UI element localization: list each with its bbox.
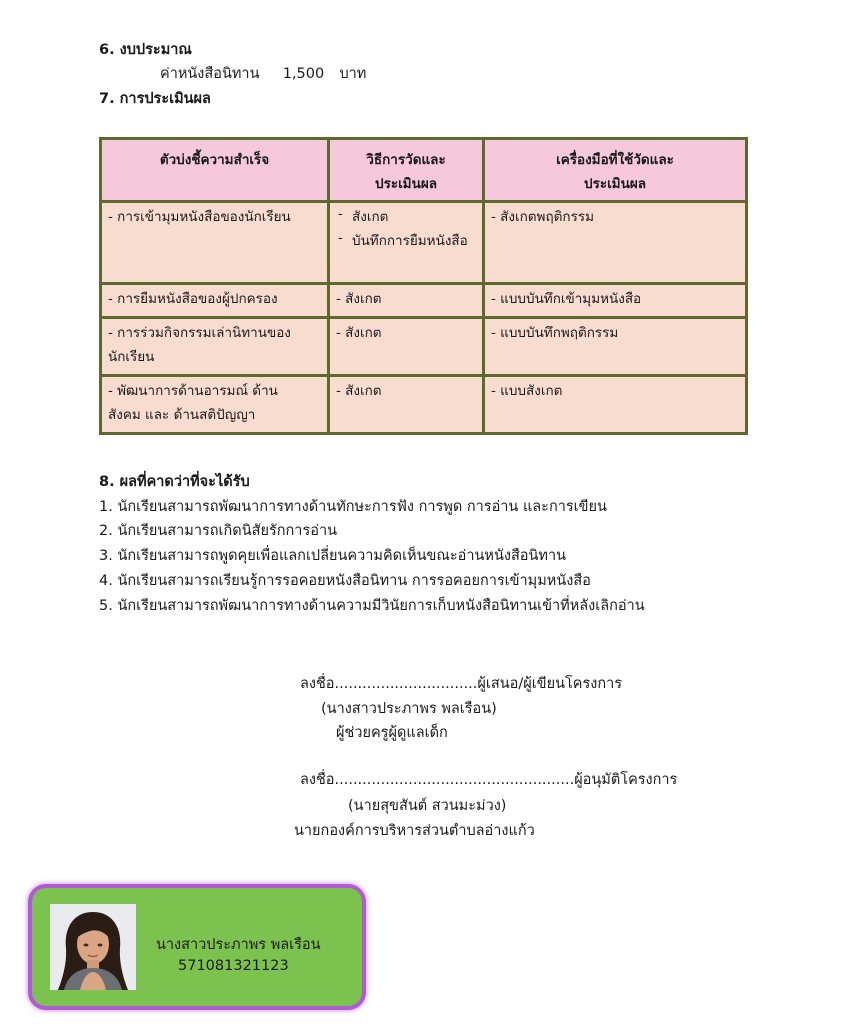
method-list bbox=[336, 205, 476, 253]
profile-name: นางสาวประภาพร พลเรือน bbox=[156, 937, 321, 953]
indicator-cell: - พัฒนาการด้านอารมณ์ ด้าน สังคม และ ด้านสติปัญญา bbox=[101, 376, 329, 434]
header-tool: เครื่องมือที่ใช้วัดและ ประเมินผล bbox=[484, 139, 747, 202]
outcome-item: 3. นักเรียนสามารถพูดคุยเพื่อแลกเปลี่ยนความคิดเห็นขณะอ่านหนังสือนิทาน bbox=[99, 548, 567, 564]
profile-photo bbox=[50, 904, 136, 990]
outcome-item: 4. นักเรียนสามารถเรียนรู้การรอคอยหนังสือนิทาน การรอคอยการเข้ามุมหนังสือ bbox=[99, 573, 591, 589]
table-row bbox=[101, 376, 747, 434]
budget-heading: 6. งบประมาณ bbox=[99, 42, 192, 58]
method-cell: - สังเกต bbox=[329, 318, 484, 376]
tool-cell: - แบบบันทึกพฤติกรรม bbox=[484, 318, 747, 376]
profile-id: 571081321123 bbox=[178, 958, 289, 974]
person-photo-icon bbox=[50, 904, 136, 990]
approver-sign-line: ลงชื่อ....................................................ผู้อนุมัติโครงการ bbox=[300, 772, 678, 788]
outcome-item: 5. นักเรียนสามารถพัฒนาการทางด้านความมีวินัยการเก็บหนังสือนิทานเข้าที่หลังเลิกอ่าน bbox=[99, 598, 645, 614]
proposer-sign-line: ลงชื่อ...............................ผู้เสนอ/ผู้เขียนโครงการ bbox=[300, 676, 623, 692]
budget-amount: 1,500 bbox=[282, 66, 325, 82]
approver-name: (นายสุขสันต์ สวนมะม่วง) bbox=[348, 798, 507, 814]
evaluation-table bbox=[99, 137, 748, 435]
profile-card bbox=[28, 884, 366, 1010]
method-cell bbox=[329, 202, 484, 284]
approver-position: นายกองค์การบริหารส่วนตำบลอ่างแก้ว bbox=[294, 823, 535, 839]
table-row bbox=[101, 284, 747, 318]
outcome-item: 2. นักเรียนสามารถเกิดนิสัยรักการอ่าน bbox=[99, 523, 337, 539]
method-cell: - สังเกต bbox=[329, 284, 484, 318]
tool-cell: - แบบบันทึกเข้ามุมหนังสือ bbox=[484, 284, 747, 318]
tool-cell: - สังเกตพฤติกรรม bbox=[484, 202, 747, 284]
header-indicator: ตัวบ่งชี้ความสำเร็จ bbox=[101, 139, 329, 202]
indicator-cell: - การร่วมกิจกรรมเล่านิทานของ นักเรียน bbox=[101, 318, 329, 376]
tool-cell: - แบบสังเกต bbox=[484, 376, 747, 434]
proposer-position: ผู้ช่วยครูผู้ดูแลเด็ก bbox=[336, 725, 448, 741]
table-header-row bbox=[101, 139, 747, 202]
header-method: วิธีการวัดและ ประเมินผล bbox=[329, 139, 484, 202]
budget-line bbox=[160, 62, 366, 85]
proposer-name: (นางสาวประภาพร พลเรือน) bbox=[321, 701, 497, 717]
evaluation-heading: 7. การประเมินผล bbox=[99, 91, 211, 107]
list-item: - บันทึกการยืมหนังสือ bbox=[336, 229, 476, 253]
budget-item: ค่าหนังสือนิทาน bbox=[160, 66, 260, 82]
list-item: - สังเกต bbox=[336, 205, 476, 229]
table-row bbox=[101, 202, 747, 284]
budget-unit: บาท bbox=[339, 66, 367, 82]
indicator-cell: - การยืมหนังสือของผู้ปกครอง bbox=[101, 284, 329, 318]
table-row bbox=[101, 318, 747, 376]
outcomes-heading: 8. ผลที่คาดว่าที่จะได้รับ bbox=[99, 474, 250, 490]
indicator-cell: - การเข้ามุมหนังสือของนักเรียน bbox=[101, 202, 329, 284]
method-cell: - สังเกต bbox=[329, 376, 484, 434]
outcome-item: 1. นักเรียนสามารถพัฒนาการทางด้านทักษะการฟัง การพูด การอ่าน และการเขียน bbox=[99, 499, 607, 515]
